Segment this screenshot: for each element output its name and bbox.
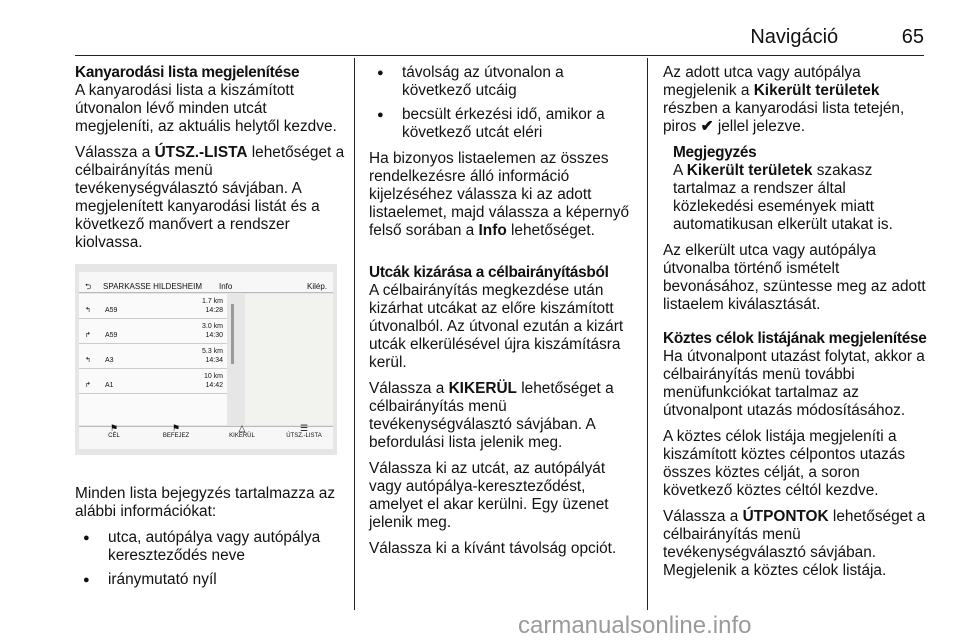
paragraph: Ha bizonyos listaelemen az összes rendelkezésre álló információ kijelzéséhez válassza ki az adott listaelemet, majd válassza a képernyő felső sorában a Info lehetőséget. [369, 150, 630, 239]
road-name: A59 [105, 307, 118, 314]
paragraph: Az adott utca vagy autópálya megjelenik a Kikerült területek részben a kanyarodási lista tetején, piros ✔ jellel jelezve. [663, 64, 905, 135]
warning-icon: △ [238, 423, 246, 433]
screen-title: SPARKASSE HILDESHEIM [103, 282, 202, 291]
flag-icon: ⚑ [171, 423, 181, 433]
turn-arrow-icon: ↰ [85, 307, 91, 314]
turn-list-row [79, 294, 227, 319]
info-label: Info [219, 282, 233, 291]
paragraph: Az elkerült utca vagy autópálya útvonalba történő ismételt bevonásához, szüntesse meg az adott listaelem kiválasztását. [663, 242, 926, 313]
bar-label: CÉL [108, 433, 120, 439]
list-item: ● utca, autópálya vagy autópálya kereszteződés neve [75, 529, 345, 565]
map-area [245, 294, 333, 425]
page-header [750, 26, 924, 49]
page-number: 65 [901, 26, 924, 48]
paragraph: A kanyarodási lista a kiszámított útvonalon lévő minden utcát megjeleníti, az aktuális helytől kezdve. [75, 82, 337, 135]
column-1 [75, 64, 345, 597]
scrollbar [231, 304, 234, 364]
info-list [75, 529, 345, 589]
paragraph: Válassza a KIKERÜL lehetőséget a célbairányítás menü tevékenységválasztó sávjában. A befordulási lista jelenik meg. [369, 380, 614, 451]
heading-turn-list: Kanyarodási lista megjelenítése [75, 64, 300, 81]
note-box [673, 144, 928, 234]
distance: 1.7 km [201, 298, 223, 305]
bar-label: ÚTSZ.-LISTA [286, 433, 322, 439]
paragraph: A köztes célok listája megjeleníti a kiszámított köztes célpontos utazás összes köztes célját, a soron következő köztes céltól kezdve. [663, 428, 906, 499]
heading-waypoints: Köztes célok listájának megjelenítése [663, 330, 927, 347]
turn-arrow-icon: ↱ [85, 382, 91, 389]
paragraph: Válassza ki a kívánt távolság opciót. [369, 540, 617, 557]
list-icon: ☰ [299, 423, 309, 433]
arrival-time: 14:34 [205, 357, 223, 364]
watermark: carmanualsonline.info [518, 612, 752, 639]
arrival-time: 14:42 [205, 382, 223, 389]
distance: 3.0 km [201, 323, 223, 330]
turn-list-screenshot [75, 264, 337, 455]
section-title: Navigáció [750, 26, 839, 48]
road-name: A3 [105, 357, 114, 364]
turn-list-row [79, 344, 227, 369]
road-name: A59 [105, 332, 118, 339]
turn-list [79, 294, 227, 425]
column-divider [647, 58, 648, 610]
list-item: ● iránymutató nyíl [75, 571, 345, 589]
paragraph: A célbairányítás megkezdése után kizárhat utcákat az előre kiszámított útvonalból. Az útvonal ezután a kizárt utcák elkerülésével újra kiszámításra kerül. [369, 282, 624, 371]
bar-label: BEFEJEZ [162, 433, 190, 439]
flag-icon: ⚑ [109, 423, 119, 433]
column-2 [369, 64, 633, 566]
distance: 10 km [203, 373, 223, 380]
list-item: ● becsült érkezési idő, amikor a következő utcát eléri [369, 106, 633, 142]
paragraph: Ha útvonalpont utazást folytat, akkor a célbairányítás menü további menüfunkciókat tartalmaz az útvonalpont utazás módosításához. [663, 348, 925, 419]
turn-arrow-icon: ↰ [85, 357, 91, 364]
exit-label: Kilép. [306, 282, 327, 291]
screen-top-bar [79, 272, 333, 293]
screen-action-bar [79, 423, 333, 449]
checkmark-icon: ✔ [700, 118, 714, 135]
bar-label: KIKERÜL [229, 433, 255, 439]
back-icon: ⮌ [85, 282, 92, 291]
arrival-time: 14:28 [205, 307, 223, 314]
distance: 5.3 km [201, 348, 223, 355]
turn-list-row [79, 319, 227, 344]
paragraph: Minden lista bejegyzés tartalmazza az alábbi információkat: [75, 485, 336, 520]
header-rule [75, 55, 924, 56]
arrival-time: 14:30 [205, 332, 223, 339]
heading-exclude-streets: Utcák kizárása a célbairányításból [369, 264, 609, 281]
paragraph: Válassza ki az utcát, az autópályát vagy autópálya-kereszteződést, amelyet el akar kerülni. Egy üzenet jelenik meg. [369, 460, 609, 531]
column-divider [354, 58, 355, 610]
note-text: A Kikerült területek szakasz tartalmaz a rendszer által közlekedési események miatt automatikusan elkerült utakat is. [673, 162, 893, 233]
info-list [369, 64, 633, 142]
turn-list-row [79, 369, 227, 394]
road-name: A1 [105, 382, 114, 389]
list-item: ● távolság az útvonalon a következő utcáig [369, 64, 633, 100]
paragraph: Válassza a ÚTSZ.-LISTA lehetőséget a célbairányítás menü tevékenységválasztó sávjában. A megjelenített kanyarodási listát és a következő manővert a rendszer kiolvassa. [75, 144, 345, 251]
paragraph: Válassza a ÚTPONTOK lehetőséget a célbairányítás menü tevékenységválasztó sávjában. Megjelenik a köztes célok listája. [663, 508, 926, 579]
note-heading: Megjegyzés [673, 144, 757, 161]
column-3 [663, 64, 928, 588]
turn-arrow-icon: ↱ [85, 332, 91, 339]
